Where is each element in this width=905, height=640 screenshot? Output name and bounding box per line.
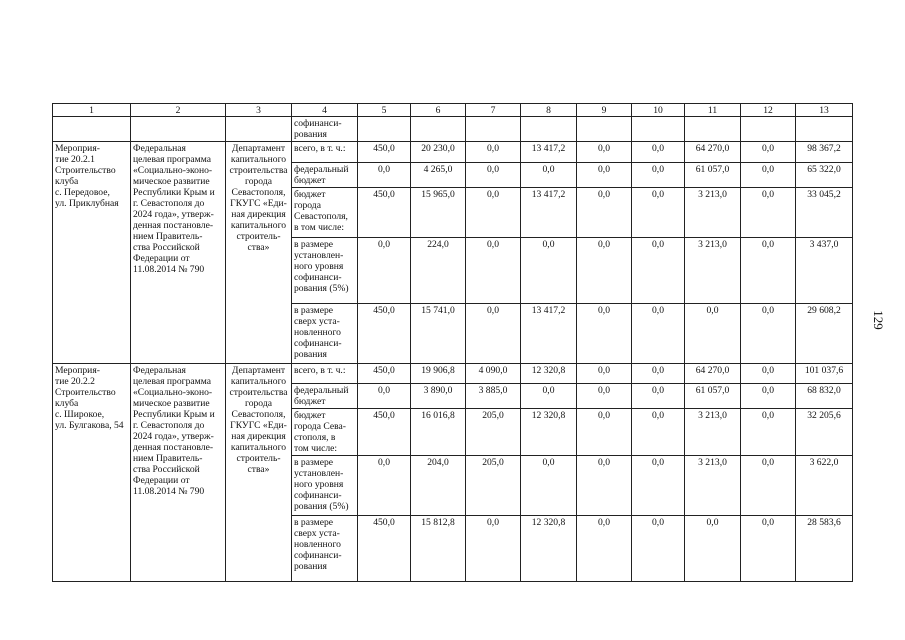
value-cell: 0,0: [632, 238, 685, 304]
value-cell: 4 265,0: [411, 163, 466, 188]
value-cell: 68 832,0: [796, 384, 853, 409]
page-number: 129: [870, 310, 886, 330]
value-cell: 65 322,0: [796, 163, 853, 188]
value-cell: 0,0: [358, 384, 411, 409]
value-cell: 0,0: [741, 364, 796, 384]
value-cell: 0,0: [466, 516, 521, 582]
value-cell: 0,0: [632, 304, 685, 364]
value-cell: 0,0: [632, 163, 685, 188]
value-cell: 32 205,6: [796, 409, 853, 456]
value-cell: 3 890,0: [411, 384, 466, 409]
funding-source-cell: всего, в т. ч.:: [292, 364, 358, 384]
measure-cell: Мероприя- тие 20.2.1 Строительство клуба с. Передовое, ул. Приклубная: [53, 142, 131, 364]
value-cell: 224,0: [411, 238, 466, 304]
value-cell: 0,0: [741, 304, 796, 364]
value-cell: 450,0: [358, 188, 411, 238]
header-cell: 13: [796, 104, 853, 117]
value-cell: 450,0: [358, 142, 411, 163]
value-cell: 12 320,8: [521, 364, 577, 384]
value-cell: 0,0: [577, 238, 632, 304]
header-cell: 11: [685, 104, 741, 117]
value-cell: 28 583,6: [796, 516, 853, 582]
header-cell: 3: [226, 104, 292, 117]
value-cell: 0,0: [466, 238, 521, 304]
value-cell: 0,0: [577, 456, 632, 516]
program-cell: Федеральная целевая программа «Социально-эконо- мическое развитие Республики Крым и г. Севастополя до 2024 года», утверж- денная постановле- нием Правитель- ства Российской Федерации от 11.08.2014 № 790: [131, 142, 226, 364]
header-cell: 5: [358, 104, 411, 117]
value-cell: 0,0: [632, 456, 685, 516]
value-cell: 0,0: [741, 163, 796, 188]
value-cell: 450,0: [358, 304, 411, 364]
value-cell: 20 230,0: [411, 142, 466, 163]
value-cell: 0,0: [577, 163, 632, 188]
value-cell: 61 057,0: [685, 163, 741, 188]
funding-source-cell: в размере установлен- ного уровня софинанси- рования (5%): [292, 456, 358, 516]
value-cell: 0,0: [632, 364, 685, 384]
header-cell: 8: [521, 104, 577, 117]
value-cell: 450,0: [358, 516, 411, 582]
funding-source-cell: федеральный бюджет: [292, 384, 358, 409]
header-cell: 7: [466, 104, 521, 117]
value-cell: 3 213,0: [685, 409, 741, 456]
value-cell: 0,0: [358, 163, 411, 188]
value-cell: 204,0: [411, 456, 466, 516]
funding-source-cell: федеральный бюджет: [292, 163, 358, 188]
funding-source-cell: бюджет города Сева- стополя, в том числе:: [292, 409, 358, 456]
value-cell: 205,0: [466, 456, 521, 516]
value-cell: 0,0: [632, 188, 685, 238]
value-cell: 0,0: [466, 188, 521, 238]
funding-source-cell: софинанси- рования: [292, 117, 358, 142]
value-cell: 0,0: [521, 384, 577, 409]
measure-cell: Мероприя- тие 20.2.2 Строительство клуба с. Широкое, ул. Булгакова, 54: [53, 364, 131, 582]
value-cell: 0,0: [741, 456, 796, 516]
value-cell: 4 090,0: [466, 364, 521, 384]
value-cell: 0,0: [358, 456, 411, 516]
value-cell: 0,0: [632, 384, 685, 409]
funding-source-cell: в размере сверх уста- новленного софинанси- рования: [292, 516, 358, 582]
value-cell: 0,0: [741, 409, 796, 456]
value-cell: 64 270,0: [685, 364, 741, 384]
continuation-row: [53, 117, 853, 142]
value-cell: 0,0: [741, 188, 796, 238]
value-cell: 3 213,0: [685, 238, 741, 304]
value-cell: 0,0: [521, 456, 577, 516]
value-cell: 13 417,2: [521, 304, 577, 364]
value-cell: 0,0: [632, 409, 685, 456]
value-cell: 33 045,2: [796, 188, 853, 238]
value-cell: 0,0: [466, 304, 521, 364]
value-cell: 0,0: [358, 238, 411, 304]
value-cell: 0,0: [577, 516, 632, 582]
value-cell: 0,0: [577, 142, 632, 163]
header-cell: 4: [292, 104, 358, 117]
value-cell: 450,0: [358, 409, 411, 456]
value-cell: 0,0: [685, 516, 741, 582]
header-cell: 10: [632, 104, 685, 117]
value-cell: 3 437,0: [796, 238, 853, 304]
value-cell: 0,0: [741, 142, 796, 163]
value-cell: 0,0: [521, 238, 577, 304]
value-cell: 0,0: [685, 304, 741, 364]
value-cell: 0,0: [741, 238, 796, 304]
value-cell: 0,0: [466, 142, 521, 163]
value-cell: 29 608,2: [796, 304, 853, 364]
value-cell: 0,0: [741, 516, 796, 582]
value-cell: 0,0: [632, 516, 685, 582]
value-cell: 3 213,0: [685, 456, 741, 516]
header-cell: 6: [411, 104, 466, 117]
executor-cell: Департамент капитального строительства города Севастополя, ГКУГС «Еди- ная дирекция капитального строитель- ства»: [226, 364, 292, 582]
executor-cell: Департамент капитального строительства города Севастополя, ГКУГС «Еди- ная дирекция капитального строитель- ства»: [226, 142, 292, 364]
value-cell: 13 417,2: [521, 142, 577, 163]
value-cell: 101 037,6: [796, 364, 853, 384]
value-cell: 3 213,0: [685, 188, 741, 238]
value-cell: 12 320,8: [521, 516, 577, 582]
value-cell: 0,0: [577, 304, 632, 364]
table-body: [53, 104, 853, 582]
value-cell: 0,0: [632, 142, 685, 163]
program-cell: Федеральная целевая программа «Социально-эконо- мическое развитие Республики Крым и г. Севастополя до 2024 года», утверж- денная постановле- нием Правитель- ства Российской Федерации от 11.08.2014 № 790: [131, 364, 226, 582]
value-cell: 16 016,8: [411, 409, 466, 456]
value-cell: 98 367,2: [796, 142, 853, 163]
value-cell: 0,0: [521, 163, 577, 188]
value-cell: 450,0: [358, 364, 411, 384]
value-cell: 0,0: [577, 364, 632, 384]
value-cell: 19 906,8: [411, 364, 466, 384]
value-cell: 0,0: [577, 384, 632, 409]
funding-source-cell: бюджет города Севастополя, в том числе:: [292, 188, 358, 238]
header-row: [53, 104, 853, 117]
header-cell: 2: [131, 104, 226, 117]
value-cell: 0,0: [577, 409, 632, 456]
value-cell: 12 320,8: [521, 409, 577, 456]
table-row: [53, 142, 853, 163]
value-cell: 205,0: [466, 409, 521, 456]
funding-source-cell: всего, в т. ч.:: [292, 142, 358, 163]
value-cell: 0,0: [466, 163, 521, 188]
value-cell: 15 812,8: [411, 516, 466, 582]
value-cell: 15 965,0: [411, 188, 466, 238]
funding-source-cell: в размере установлен- ного уровня софинанси- рования (5%): [292, 238, 358, 304]
header-cell: 9: [577, 104, 632, 117]
header-cell: 1: [53, 104, 131, 117]
value-cell: 15 741,0: [411, 304, 466, 364]
funding-source-cell: в размере сверх уста- новленного софинанси- рования: [292, 304, 358, 364]
value-cell: 13 417,2: [521, 188, 577, 238]
budget-table: [52, 103, 853, 582]
value-cell: 3 885,0: [466, 384, 521, 409]
value-cell: 3 622,0: [796, 456, 853, 516]
value-cell: 0,0: [741, 384, 796, 409]
table-row: [53, 364, 853, 384]
value-cell: 64 270,0: [685, 142, 741, 163]
header-cell: 12: [741, 104, 796, 117]
value-cell: 0,0: [577, 188, 632, 238]
value-cell: 61 057,0: [685, 384, 741, 409]
